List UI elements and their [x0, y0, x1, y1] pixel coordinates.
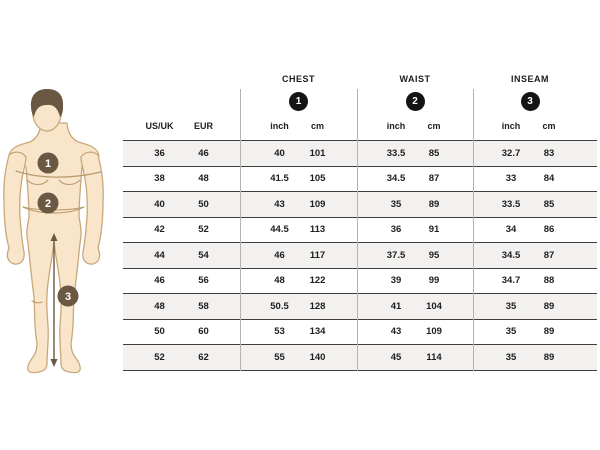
- left-arm: [4, 152, 26, 264]
- table-cell: 88: [543, 275, 555, 286]
- table-cell: 33.5: [501, 198, 521, 210]
- table-cell: 128: [309, 300, 326, 312]
- row-group: [473, 302, 597, 312]
- waist-number-badge: 2: [406, 92, 425, 111]
- table-cell: 37.5: [386, 249, 406, 261]
- table-cell: 33.5: [386, 147, 406, 159]
- row-group: [240, 327, 357, 337]
- table-cell: 40: [154, 198, 165, 210]
- row-group: [473, 251, 597, 261]
- row-group: [123, 200, 240, 210]
- table-cell: 38: [154, 173, 165, 184]
- row-group: [473, 353, 597, 363]
- table-cell: 60: [198, 326, 209, 337]
- table-row: [123, 242, 597, 268]
- table-cell: 101: [309, 147, 326, 159]
- inseam-number-badge: 3: [521, 92, 540, 111]
- table-cell: 41.5: [270, 173, 289, 184]
- table-cell: 85: [428, 147, 440, 159]
- table-cell: 42: [154, 224, 165, 235]
- svg-text:3: 3: [64, 291, 72, 303]
- table-cell: 52: [154, 351, 165, 363]
- table-cell: 117: [309, 249, 326, 261]
- column-divider: [240, 89, 241, 371]
- table-cell: 87: [543, 249, 555, 261]
- column-group-sizes: [123, 62, 240, 140]
- table-cell: 86: [543, 224, 555, 235]
- table-cell: 62: [198, 351, 209, 363]
- subheader-chest: [240, 122, 357, 131]
- col-header-inseam-inch: inch: [501, 121, 521, 131]
- col-header-chest-cm: cm: [310, 121, 324, 131]
- table-cell: 89: [543, 326, 555, 337]
- table-cell: 32.7: [501, 147, 521, 159]
- table-cell: 105: [309, 173, 326, 184]
- table-cell: 35: [505, 326, 517, 337]
- table-cell: 54: [198, 249, 209, 261]
- subheader-waist: [357, 122, 473, 131]
- table-cell: 55: [274, 351, 285, 363]
- row-group: [123, 353, 240, 363]
- table-cell: 48: [198, 173, 209, 184]
- table-cell: 89: [543, 300, 555, 312]
- row-group: [240, 276, 357, 286]
- table-cell: 34: [505, 224, 517, 235]
- table-body: [123, 140, 597, 371]
- table-cell: 114: [426, 351, 442, 363]
- table-cell: 34.7: [501, 275, 521, 286]
- chest-number-badge: 1: [289, 92, 308, 111]
- table-cell: 52: [198, 224, 209, 235]
- table-cell: 46: [198, 147, 209, 159]
- row-group: [357, 251, 473, 261]
- table-cell: 83: [543, 147, 555, 159]
- row-group: [123, 174, 240, 184]
- male-figure-illustration: [0, 85, 130, 380]
- row-group: [357, 149, 473, 159]
- table-header: [123, 62, 597, 140]
- table-cell: 134: [309, 326, 326, 337]
- svg-text:2: 2: [44, 198, 52, 210]
- table-cell: 41: [390, 300, 402, 312]
- table-row: [123, 217, 597, 243]
- table-cell: 56: [198, 275, 209, 286]
- row-group: [473, 276, 597, 286]
- figure-badge-waist: [38, 193, 59, 214]
- table-row: [123, 268, 597, 294]
- figure-badge-inseam: [58, 286, 79, 307]
- row-group: [357, 200, 473, 210]
- table-cell: 140: [309, 351, 326, 363]
- table-cell: 40: [274, 147, 285, 159]
- row-group: [240, 353, 357, 363]
- table-cell: 50.5: [270, 300, 289, 312]
- inseam-arrow-bottom: [51, 359, 58, 367]
- row-group: [240, 225, 357, 235]
- table-cell: 35: [390, 198, 402, 210]
- row-group: [357, 276, 473, 286]
- table-cell: 44.5: [270, 224, 289, 235]
- column-group-waist: [357, 62, 473, 140]
- table-cell: 34.5: [386, 173, 406, 184]
- chest-label: CHEST: [281, 74, 315, 84]
- column-group-chest: [240, 62, 357, 140]
- table-cell: 53: [274, 326, 285, 337]
- row-group: [357, 327, 473, 337]
- table-cell: 35: [505, 300, 517, 312]
- col-header-waist-inch: inch: [386, 121, 406, 131]
- table-cell: 109: [426, 326, 442, 337]
- table-cell: 89: [428, 198, 440, 210]
- col-header-us-uk: US/UK: [145, 121, 174, 131]
- row-group: [240, 302, 357, 312]
- table-cell: 122: [309, 275, 326, 286]
- row-group: [240, 149, 357, 159]
- row-group: [123, 149, 240, 159]
- table-cell: 58: [198, 300, 209, 312]
- table-cell: 43: [390, 326, 402, 337]
- row-group: [357, 302, 473, 312]
- table-cell: 89: [543, 351, 555, 363]
- table-row: [123, 140, 597, 166]
- table-cell: 104: [426, 300, 442, 312]
- table-cell: 45: [390, 351, 402, 363]
- waist-label: WAIST: [399, 74, 431, 84]
- table-cell: 113: [309, 224, 326, 235]
- table-cell: 43: [274, 198, 285, 210]
- table-cell: 36: [390, 224, 402, 235]
- col-header-eur: EUR: [193, 121, 213, 131]
- table-cell: 39: [390, 275, 402, 286]
- table-cell: 48: [154, 300, 165, 312]
- table-row: [123, 191, 597, 217]
- svg-text:1: 1: [44, 158, 52, 170]
- table-row: [123, 293, 597, 319]
- row-group: [473, 174, 597, 184]
- row-group: [123, 251, 240, 261]
- subheader-inseam: [473, 122, 587, 131]
- column-divider: [357, 89, 358, 371]
- row-group: [357, 353, 473, 363]
- table-cell: 99: [428, 275, 440, 286]
- table-cell: 109: [309, 198, 326, 210]
- row-group: [123, 276, 240, 286]
- col-header-waist-cm: cm: [427, 121, 441, 131]
- male-figure-svg: [0, 85, 130, 380]
- size-table: [123, 62, 597, 371]
- table-cell: 84: [543, 173, 555, 184]
- table-cell: 50: [154, 326, 165, 337]
- table-cell: 95: [428, 249, 440, 261]
- table-cell: 50: [198, 198, 209, 210]
- right-arm: [81, 152, 103, 264]
- table-cell: 87: [428, 173, 440, 184]
- table-cell: 35: [505, 351, 517, 363]
- row-group: [240, 174, 357, 184]
- table-cell: 44: [154, 249, 165, 261]
- col-header-chest-inch: inch: [270, 121, 289, 131]
- table-cell: 48: [274, 275, 285, 286]
- row-group: [357, 174, 473, 184]
- row-group: [240, 200, 357, 210]
- column-divider: [473, 89, 474, 371]
- row-group: [240, 251, 357, 261]
- table-row: [123, 319, 597, 345]
- col-header-inseam-cm: cm: [542, 121, 556, 131]
- table-cell: 33: [505, 173, 517, 184]
- subheader-sizes: [123, 122, 240, 131]
- table-cell: 46: [274, 249, 285, 261]
- figure-badge-chest: [38, 153, 59, 174]
- row-group: [123, 302, 240, 312]
- row-group: [123, 225, 240, 235]
- table-row: [123, 166, 597, 192]
- row-group: [473, 225, 597, 235]
- table-cell: 91: [428, 224, 440, 235]
- table-cell: 34.5: [501, 249, 521, 261]
- table-cell: 85: [543, 198, 555, 210]
- table-cell: 46: [154, 275, 165, 286]
- table-cell: 36: [154, 147, 165, 159]
- table-row: [123, 344, 597, 371]
- inseam-label: INSEAM: [510, 74, 549, 84]
- row-group: [473, 149, 597, 159]
- row-group: [123, 327, 240, 337]
- column-group-inseam: [473, 62, 597, 140]
- row-group: [357, 225, 473, 235]
- row-group: [473, 200, 597, 210]
- row-group: [473, 327, 597, 337]
